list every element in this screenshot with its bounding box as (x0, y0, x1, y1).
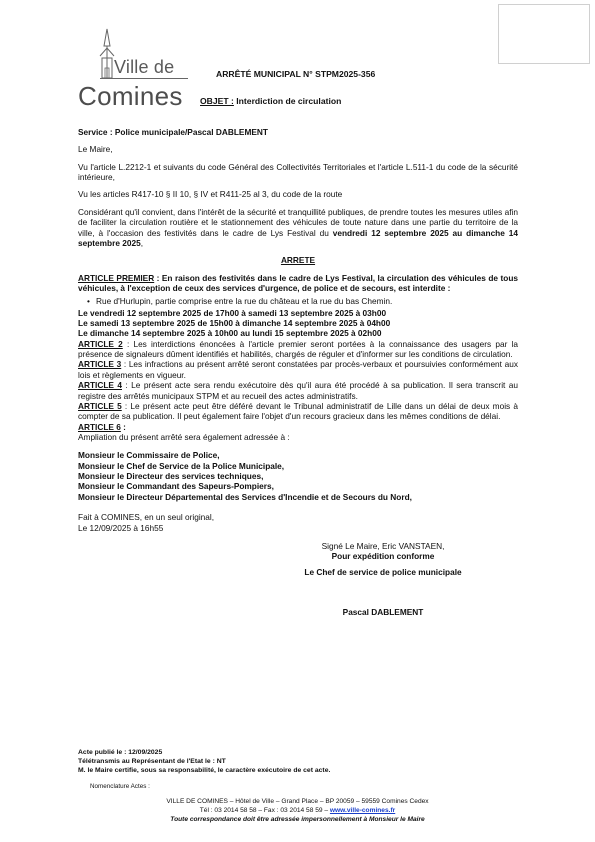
article-2 (78, 339, 518, 360)
footer-phone: Tél : 03 2014 58 58 – Fax : 03 2014 58 59 – (199, 807, 330, 815)
article-4-label: ARTICLE 4 (78, 380, 122, 391)
article-6-text: : (120, 421, 126, 432)
logo-comines-text: Comines (78, 81, 183, 111)
considerant-dates: vendredi 12 septembre 2025 au dimanche 14 septembre 2025 (78, 227, 518, 248)
article-3 (78, 359, 518, 380)
subject-text: Interdiction de circulation (233, 96, 342, 106)
article-1-bullet: • Rue d'Hurlupin, partie comprise entre la rue du château et la rue du bas Chemin. (78, 296, 518, 306)
article-6 (78, 422, 518, 432)
article-5-text: : Le présent acte peut être déféré devant le Tribunal administratif de Lille dans un délai de deux mois à compter de sa publication. Il peut également faire l'objet d'un recours gracieux dans les mêmes conditions de délai. (78, 400, 518, 422)
recipient-item: Monsieur le Commandant des Sapeurs-Pompiers, (78, 481, 274, 492)
certification-line: M. le Maire certifie, sous sa responsabilité, le caractère exécutoire de cet acte. (78, 767, 331, 775)
footer-correspondence: Toute correspondance doit être adressée impersonnellement à Monsieur le Maire (170, 816, 425, 824)
article-3-text: : Les infractions au présent arrêté seront constatées par procès-verbaux et poursuivies conformément aux lois et règlements en vigueur. (78, 359, 519, 380)
fait-line: Fait à COMINES, en un seul original, (78, 512, 215, 523)
nomenclature-label: Nomenclature Actes : (90, 783, 150, 790)
document-subject (200, 96, 341, 107)
article-3-label: ARTICLE 3 (78, 359, 122, 370)
publication-info (78, 748, 330, 776)
footer-website-link[interactable]: www.ville-comines.fr (329, 807, 396, 815)
closure-date-1: Le vendredi 12 septembre 2025 de 17h00 à samedi 13 septembre 2025 à 03h00 (78, 307, 387, 318)
subject-label: OBJET : (200, 96, 234, 106)
stamp-placeholder-box (498, 4, 590, 64)
footer-address: VILLE DE COMINES – Hôtel de Ville – Grand Place – BP 20059 – 59559 Comines Cedex (166, 798, 429, 805)
document-body (78, 127, 518, 617)
arrete-heading: ARRETE (280, 255, 316, 266)
transmission-info: Télétransmis au Représentant de l'Etat le : NT (78, 758, 226, 766)
recipient-item: Monsieur le Chef de Service de la Police Municipale, (78, 460, 285, 471)
ampliation-line: Ampliation du présent arrêté sera également adressée à : (78, 431, 290, 442)
signature-block (258, 541, 508, 617)
published-date: Acte publié le : 12/09/2025 (78, 749, 163, 756)
mayor-signature: Signé Le Maire, Eric VANSTAEN, (321, 540, 445, 551)
expedition-line: Pour expédition conforme (331, 551, 435, 562)
footer-contact (0, 806, 595, 815)
article-1-text: : En raison des festivités dans le cadre de Lys Festival, la circulation des véhicules de tous véhicules, à l'exception de ceux des services d'urgence, de police et de secours, est interdite : (78, 272, 519, 293)
considerant-text: Considérant qu'il convient, dans l'intérêt de la sécurité et tranquillité publiques, de prendre toutes les mesures utiles afin de faciliter la circulation routière et le stationnement des véhicules de toute nature dans une partie du territoire de la ville, à l'occasion des festivités dans le cadre de Lys Festival du (78, 206, 518, 238)
salutation: Le Maire, (78, 144, 113, 155)
closure-date-3: Le dimanche 14 septembre 2025 à 10h00 au lundi 15 septembre 2025 à 02h00 (78, 328, 382, 339)
article-5 (78, 401, 518, 422)
city-logo (78, 28, 193, 111)
service-line: Service : Police municipale/Pascal DABLEMENT (78, 127, 268, 137)
vu-paragraph-1: Vu l'article L.2212-1 et suivants du code Général des Collectivités Territoriales et l'article L.511-1 du code de la sécurité intérieure, (78, 161, 518, 183)
page-footer (0, 797, 595, 825)
article-2-label: ARTICLE 2 (78, 338, 123, 349)
recipients-list (78, 450, 518, 502)
chief-title: Le Chef de service de police municipale (304, 566, 462, 577)
article-1 (78, 273, 518, 294)
considerant-paragraph (78, 207, 518, 248)
date-sign-line: Le 12/09/2025 à 16h55 (78, 522, 164, 533)
document-title: ARRÊTÉ MUNICIPAL N° STPM2025-356 (216, 69, 376, 79)
logo-ville-text: Ville de (114, 57, 175, 77)
recipient-item: Monsieur le Commissaire de Police, (78, 450, 220, 461)
article-1-label: ARTICLE PREMIER (78, 272, 155, 283)
article-4-text: : Le présent acte sera rendu exécutoire dès qu'il aura été procédé à sa publication. Il sera transcrit au registre des arrêtés municipaux STPM et au recueil des actes administratifs. (78, 380, 519, 401)
vu-paragraph-2: Vu les articles R417-10 § II 10, § IV et R411-25 al 3, du code de la route (78, 189, 343, 200)
closure-date-2: Le samedi 13 septembre 2025 de 15h00 à dimanche 14 septembre 2025 à 04h00 (78, 318, 391, 329)
article-5-label: ARTICLE 5 (78, 400, 122, 411)
signature-place-date (78, 512, 518, 533)
article-6-label: ARTICLE 6 (78, 421, 121, 432)
considerant-end: , (140, 237, 144, 248)
article-4 (78, 380, 518, 401)
article-2-text: : Les interdictions énoncées à l'article premier seront portées à la connaissance des usagers par la présence de signaleurs dûment identifiés et habilités, chargés de réguler et d'informer sur les conditions de circulation. (78, 338, 518, 360)
chief-name: Pascal DABLEMENT (342, 606, 424, 617)
recipient-item: Monsieur le Directeur Départemental des Services d'Incendie et de Secours du Nord, (78, 491, 412, 502)
recipient-item: Monsieur le Directeur des services techniques, (78, 471, 264, 482)
